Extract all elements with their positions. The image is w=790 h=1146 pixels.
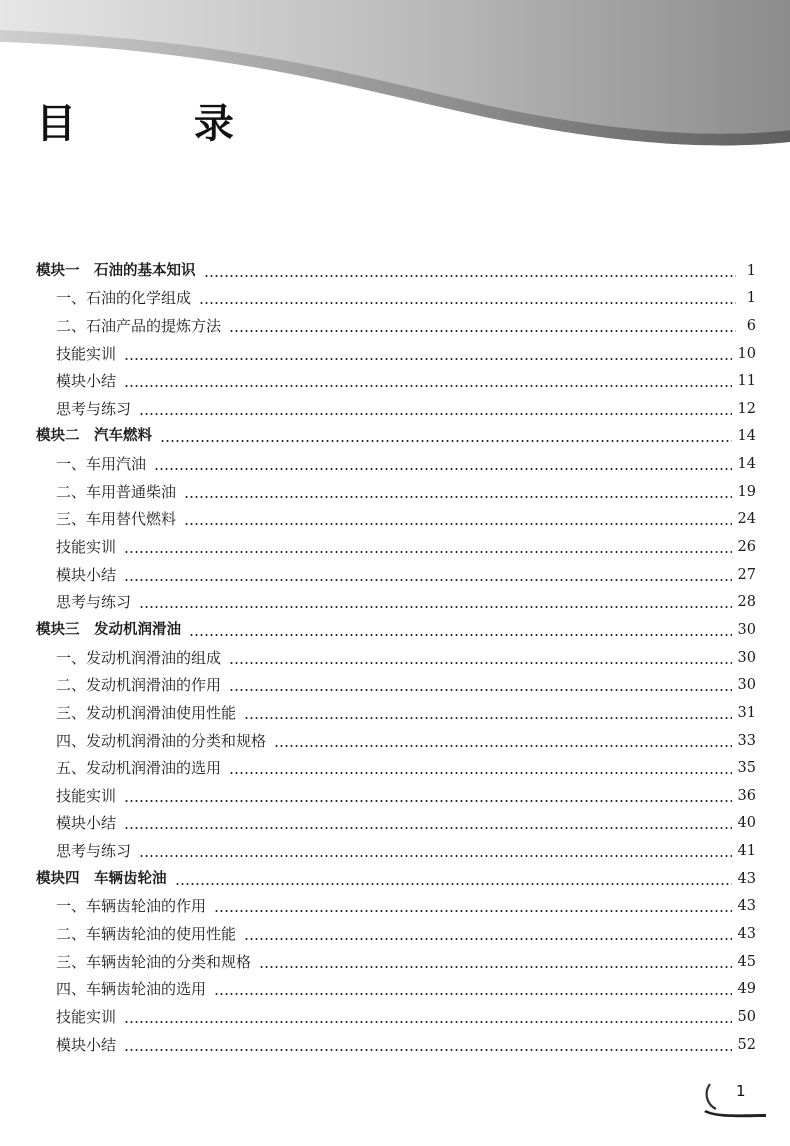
toc-entry-label: 技能实训: [56, 1007, 117, 1026]
dot-leader: [189, 634, 732, 636]
table-of-contents: [36, 253, 756, 1055]
toc-section-entry[interactable]: [36, 944, 756, 972]
toc-entry-label: 四、发动机润滑油的分类和规格: [56, 731, 267, 750]
toc-section-entry[interactable]: [36, 336, 756, 364]
toc-entry-label: 五、发动机润滑油的选用: [56, 759, 222, 778]
toc-entry-label: 模块小结: [56, 1035, 117, 1054]
toc-section-entry[interactable]: [36, 391, 756, 419]
toc-section-entry[interactable]: [36, 806, 756, 834]
toc-entry-page: 14: [737, 456, 756, 473]
toc-section-entry[interactable]: [36, 281, 756, 309]
toc-entry-label: 四、车辆齿轮油的选用: [56, 980, 207, 999]
dot-leader: [124, 551, 732, 553]
dot-leader: [139, 606, 732, 608]
toc-section-entry[interactable]: [36, 1027, 756, 1055]
toc-section-entry[interactable]: [36, 778, 756, 806]
toc-entry-page: 36: [737, 787, 756, 804]
toc-entry-page: 45: [737, 953, 756, 970]
toc-entry-page: 33: [737, 732, 756, 749]
toc-entry-label: 模块小结: [56, 372, 117, 391]
toc-entry-page: 49: [737, 981, 756, 998]
dot-leader: [214, 910, 732, 912]
toc-entry-label: 技能实训: [56, 344, 117, 363]
toc-entry-page: 41: [737, 843, 756, 860]
dot-leader: [244, 938, 732, 940]
toc-section-entry[interactable]: [36, 695, 756, 723]
toc-entry-page: 19: [737, 483, 756, 500]
page-number: 1: [736, 1082, 746, 1100]
toc-entry-label: 模块四 车辆齿轮油: [36, 870, 167, 887]
toc-section-entry[interactable]: [36, 833, 756, 861]
toc-entry-page: 12: [737, 400, 756, 417]
toc-entry-label: 技能实训: [56, 786, 117, 805]
toc-section-entry[interactable]: [36, 972, 756, 1000]
toc-section-entry[interactable]: [36, 751, 756, 779]
toc-entry-label: 三、发动机润滑油使用性能: [56, 703, 237, 722]
dot-leader: [259, 966, 732, 968]
toc-entry-label: 二、车用普通柴油: [56, 482, 177, 501]
toc-entry-page: 28: [737, 594, 756, 611]
dot-leader: [184, 496, 732, 498]
toc-entry-page: 43: [737, 898, 756, 915]
dot-leader: [175, 883, 732, 885]
dot-leader: [229, 330, 736, 332]
dot-leader: [229, 689, 732, 691]
dot-leader: [229, 662, 732, 664]
dot-leader: [204, 275, 737, 277]
toc-section-entry[interactable]: [36, 889, 756, 917]
toc-section-entry[interactable]: [36, 640, 756, 668]
dot-leader: [184, 523, 732, 525]
dot-leader: [124, 385, 732, 387]
toc-entry-page: 30: [737, 677, 756, 694]
toc-entry-page: 35: [737, 760, 756, 777]
dot-leader: [160, 440, 732, 442]
toc-section-entry[interactable]: [36, 723, 756, 751]
toc-section-entry[interactable]: [36, 557, 756, 585]
toc-entry-label: 思考与练习: [56, 593, 132, 612]
toc-entry-label: 三、车辆齿轮油的分类和规格: [56, 952, 252, 971]
dot-leader: [244, 717, 732, 719]
dot-leader: [139, 413, 732, 415]
toc-module-entry[interactable]: [36, 419, 756, 447]
toc-entry-page: 1: [746, 262, 756, 279]
toc-entry-page: 1: [746, 290, 756, 307]
toc-entry-label: 模块小结: [56, 814, 117, 833]
toc-entry-label: 一、车用汽油: [56, 455, 147, 474]
toc-entry-page: 11: [737, 373, 756, 390]
dot-leader: [154, 468, 732, 470]
toc-section-entry[interactable]: [36, 916, 756, 944]
toc-entry-page: 30: [737, 649, 756, 666]
toc-entry-label: 二、发动机润滑油的作用: [56, 676, 222, 695]
dot-leader: [199, 302, 736, 304]
toc-section-entry[interactable]: [36, 364, 756, 392]
toc-section-entry[interactable]: [36, 585, 756, 613]
toc-entry-label: 一、车辆齿轮油的作用: [56, 897, 207, 916]
dot-leader: [124, 800, 732, 802]
toc-entry-label: 模块三 发动机润滑油: [36, 621, 181, 638]
toc-entry-label: 二、车辆齿轮油的使用性能: [56, 925, 237, 944]
toc-entry-page: 40: [737, 815, 756, 832]
toc-entry-page: 6: [746, 317, 756, 334]
toc-module-entry[interactable]: [36, 612, 756, 640]
dot-leader: [124, 358, 732, 360]
dot-leader: [214, 993, 732, 995]
dot-leader: [124, 579, 732, 581]
dot-leader: [124, 1021, 732, 1023]
toc-entry-page: 43: [737, 870, 756, 887]
page-number-badge: [700, 1074, 770, 1118]
toc-section-entry[interactable]: [36, 999, 756, 1027]
dot-leader: [139, 855, 732, 857]
toc-entry-page: 24: [737, 511, 756, 528]
toc-section-entry[interactable]: [36, 446, 756, 474]
toc-entry-label: 思考与练习: [56, 399, 132, 418]
toc-entry-label: 技能实训: [56, 538, 117, 557]
toc-entry-page: 14: [737, 428, 756, 445]
toc-section-entry[interactable]: [36, 529, 756, 557]
dot-leader: [124, 1049, 732, 1051]
toc-module-entry[interactable]: [36, 861, 756, 889]
toc-entry-page: 31: [737, 704, 756, 721]
toc-section-entry[interactable]: [36, 308, 756, 336]
toc-entry-page: 43: [737, 926, 756, 943]
dot-leader: [274, 745, 732, 747]
toc-entry-label: 思考与练习: [56, 842, 132, 861]
toc-entry-label: 一、石油的化学组成: [56, 289, 192, 308]
toc-entry-page: 52: [737, 1036, 756, 1053]
toc-entry-page: 50: [737, 1008, 756, 1025]
toc-entry-label: 一、发动机润滑油的组成: [56, 648, 222, 667]
toc-section-entry[interactable]: [36, 502, 756, 530]
toc-entry-label: 模块小结: [56, 565, 117, 584]
toc-entry-label: 模块一 石油的基本知识: [36, 262, 196, 279]
toc-entry-label: 模块二 汽车燃料: [36, 428, 152, 445]
toc-entry-page: 10: [737, 345, 756, 362]
toc-entry-label: 二、石油产品的提炼方法: [56, 316, 222, 335]
dot-leader: [124, 827, 732, 829]
toc-entry-label: 三、车用替代燃料: [56, 510, 177, 529]
toc-module-entry[interactable]: [36, 253, 756, 281]
dot-leader: [229, 772, 732, 774]
page-title: 目 录: [36, 100, 286, 147]
toc-section-entry[interactable]: [36, 668, 756, 696]
toc-section-entry[interactable]: [36, 474, 756, 502]
toc-entry-page: 30: [737, 621, 756, 638]
toc-entry-page: 26: [737, 539, 756, 556]
toc-entry-page: 27: [737, 566, 756, 583]
